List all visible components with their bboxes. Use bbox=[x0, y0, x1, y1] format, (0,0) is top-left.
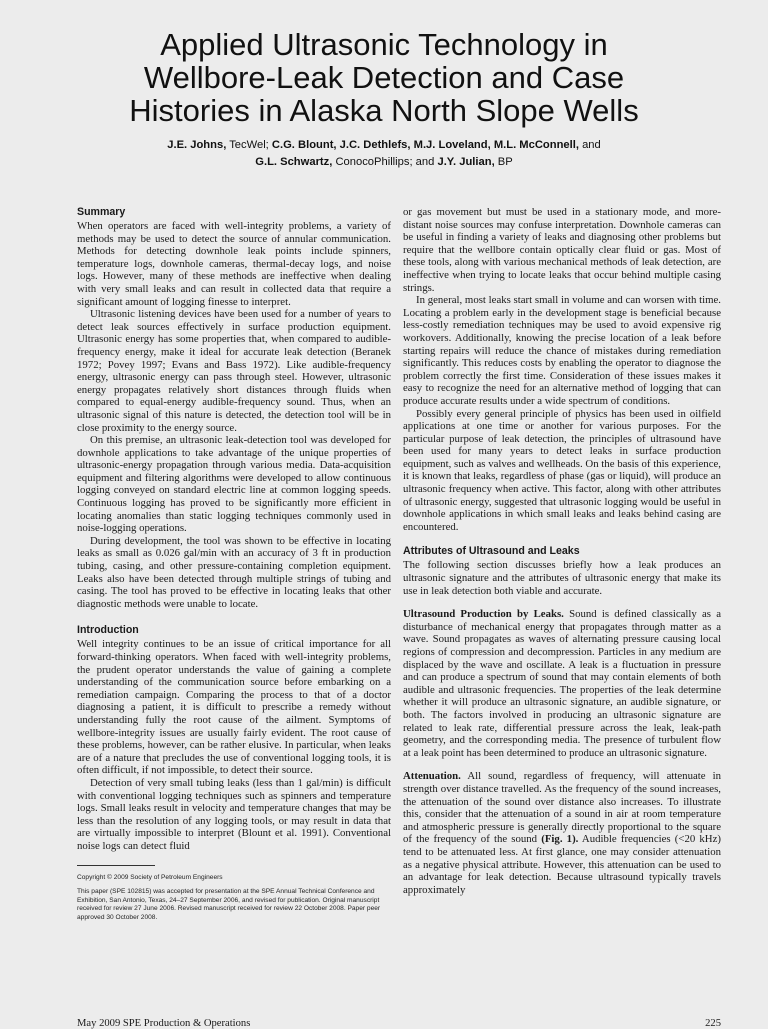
attenuation-text: All sound, regardless of frequency, will attenuate in strength over distance travelled. As the frequency of the sound increases, the attenuation of the sound over distance also increases. To illustrate this, consider that the attenuation of a sound in air at room temperature and atmospheric pressure is generally directly proportional to the square of the frequency of the sound bbox=[403, 770, 721, 846]
title-line: Histories in Alaska North Slope Wells bbox=[129, 93, 639, 128]
attenuation-text: Audible frequencies (<20 kHz) tend to be attenuated less. At first glance, one may consider attenuation as a negative physical attribute. However, this attenuation can be used to an advantage for leak detection. Because ultrasound typically travels approximately bbox=[403, 833, 721, 896]
summary-heading: Summary bbox=[77, 206, 126, 218]
figure-reference: (Fig. 1). bbox=[541, 833, 579, 846]
summary-paragraph: When operators are faced with well-integrity problems, a variety of methods may be used to detect the source of annular communication. Methods for detecting downhole leak points include spinners, temperature logs, downhole cameras, thermal-decay logs, and noise logs. However, many of these methods are ineffective when dealing with very small leaks and can result in collected data that require a significant amount of logging finesse to interpret. bbox=[77, 220, 391, 308]
author-name: G.L. Schwartz, bbox=[255, 156, 333, 168]
attributes-heading: Attributes of Ultrasound and Leaks bbox=[403, 545, 580, 558]
author-connector: and bbox=[578, 139, 601, 151]
ultrasound-production-runin: Ultrasound Production by Leaks. bbox=[403, 608, 564, 621]
author-name: J.E. Johns, bbox=[167, 139, 227, 151]
author-list bbox=[60, 137, 708, 171]
right-column bbox=[403, 206, 721, 896]
paper-history-note: This paper (SPE 102815) was accepted for presentation at the SPE Annual Technical Conference and Exhibition, San Antonio, Texas, 24–27 September 2006, and revised for publication. Original manuscript received for review 27 June 2006. Revised manuscript received for review 22 October 2008. Paper peer approved 30 October 2008. bbox=[77, 888, 381, 921]
left-column bbox=[77, 206, 391, 922]
spacer bbox=[403, 533, 721, 545]
author-name: C.G. Blount, J.C. Dethlefs, M.J. Loveland, M.L. McConnell, bbox=[271, 139, 579, 151]
summary-paragraph: Ultrasonic listening devices have been used for a number of years to detect leak sources effectively in surface production equipment. Ultrasonic energy has some properties that, when compared to audible-frequency energy, make it ideal for accurate leak detection (Beranek 1972; Povey 1997; Evans and Bass 1972). Like audible-frequency energy, ultrasonic energy can pass through steel. However, ultrasonic energy propagates relatively short distances through fluids when compared to equal-energy audible-frequency sound. Thus, when an ultrasonic signal of this nature is detected, the detection tool will be in close proximity to the energy source. bbox=[77, 308, 391, 434]
copyright-notice: Copyright © 2009 Society of Petroleum Engineers bbox=[77, 873, 223, 881]
journal-issue: May 2009 SPE Production & Operations bbox=[77, 1018, 251, 1029]
summary-paragraph: During development, the tool was shown to be effective in locating leaks as small as 0.026 gal/min with an accuracy of 3 ft in production tubing, casing, and other pressure-containing completion equipment. Leaks also have been detected through multiple strings of tubing and casing. The tool has proved to be effective in locating leaks that other diagnostic methods were unable to locate. bbox=[77, 534, 391, 610]
title-line: Wellbore-Leak Detection and Case bbox=[143, 60, 625, 95]
body-paragraph: In general, most leaks start small in volume and can worsen with time. Locating a problem early in the development stage is beneficial because less-costly remediation techniques may be used to avoid expensive rig workovers. Additionally, knowing the precise location of a leak before starting repairs will reduce the chance of mistakes during remediation significantly. This reduces costs by enabling the operator to diagnose the problem correctly the first time. Consideration of these issues makes it easy to recognize the need for an alternative method of logging that can produce accurate results under a wide spectrum of conditions. bbox=[403, 294, 721, 407]
paper-title bbox=[60, 28, 708, 127]
ultrasound-production-text: Sound is defined classically as a disturbance of mechanical energy that propagates through matter as a wave. Sound propagates as waves of alternating pressure causing local regions of compression and decompression. Particles in any medium are displaced by the wave and oscillate. A leak is a fluctuation in pressure and can produce a spectrum of sound that may contain elements of both audible and ultrasonic frequencies. The properties of the leak determine whether it will produce an ultrasonic signature, an audible signature, or both. The factors involved in producing an ultrasonic signature are related to leak rate, differential pressure across the leak, leak-path geometry, and the corresponding media. The presence of turbulent flow at a leak point has been determined to produce an ultrasonic signature. bbox=[403, 608, 721, 759]
footnotes bbox=[77, 874, 391, 923]
attributes-paragraph: The following section discusses briefly how a leak produces an ultrasonic signature and the attributes of ultrasonic energy that make its use in leak detection both viable and accurate. bbox=[403, 559, 721, 597]
author-name: J.Y. Julian, bbox=[437, 156, 495, 168]
summary-paragraph: On this premise, an ultrasonic leak-detection tool was developed for downhole applications to take advantage of the unique properties of ultrasonic-energy propagation through various media. Data-acquisition equipment and filtering algorithms were developed to allow continuous logging conveyed on standard electric line at common logging speeds. Continuous logging has proved to be significantly more efficient in locating anomalies than static logging techniques commonly used in noise-logging operations. bbox=[77, 434, 391, 535]
author-line bbox=[60, 154, 708, 171]
author-affiliation: TecWel; bbox=[226, 139, 272, 151]
author-affiliation: ConocoPhillips; and bbox=[332, 156, 438, 168]
body-paragraph: Possibly every general principle of physics has been used in oilfield applications at one time or another for various purposes. For the particular purpose of leak detection, the principles of ultrasound have been used for many years to detect leaks in surface production equipment, such as valves and wellheads. On the basis of this experience, it is known that leaks, regardless of phase (gas or liquid), will produce an ultrasonic frequency when active. This factor, along with other attributes of ultrasonic energy, suggested that ultrasonic logging would be useful in downhole applications in which small leaks and leaks behind casing are encountered. bbox=[403, 407, 721, 533]
spacer bbox=[77, 610, 391, 624]
attenuation-paragraph bbox=[403, 770, 721, 896]
introduction-paragraph: Detection of very small tubing leaks (less than 1 gal/min) is difficult with conventional logging techniques such as spinners and temperature logs. Small leaks result in velocity and temperature changes that may be less than the resolution of any logging tools, or may result in data that are virtually impossible to interpret (Blount et al. 1991). Conventional noise logs can detect fluid bbox=[77, 776, 391, 852]
continued-paragraph: or gas movement but must be used in a stationary mode, and more-distant noise sources may confuse interpretation. Downhole cameras can be useful in finding a variety of leaks and diagnosing other problems but require that the wellbore contain optically clear fluid or gas. Most of these tools, along with various mechanical methods of leak detection, are ineffective when trying to locate leaks that occur behind multiple casing strings. bbox=[403, 206, 721, 294]
spacer bbox=[403, 759, 721, 770]
author-affiliation: BP bbox=[494, 156, 513, 168]
spacer bbox=[403, 597, 721, 608]
footnote-rule bbox=[77, 865, 155, 866]
introduction-paragraph: Well integrity continues to be an issue of critical importance for all forward-thinking operators. When faced with well-integrity problems, the prudent operator understands the value of gaining a complete understanding of the communication source before embarking on a remediation campaign. Comparing the process to that of a doctor diagnosing a patient, it is difficult to prescribe a remedy without understanding fully the root cause of the ailment. Symptoms of wellbore-integrity issues are usually fairly evident. The root cause of these problems, however, can be rather elusive. In particular, when leaks are of a nature that precludes the use of conventional logging tools, it is often difficult, if not impossible, to detect their source. bbox=[77, 638, 391, 777]
author-line bbox=[60, 137, 708, 154]
introduction-heading: Introduction bbox=[77, 624, 139, 637]
title-line: Applied Ultrasonic Technology in bbox=[160, 27, 608, 62]
attenuation-runin: Attenuation. bbox=[403, 770, 461, 783]
page-number: 225 bbox=[705, 1018, 721, 1029]
ultrasound-production-paragraph bbox=[403, 608, 721, 759]
